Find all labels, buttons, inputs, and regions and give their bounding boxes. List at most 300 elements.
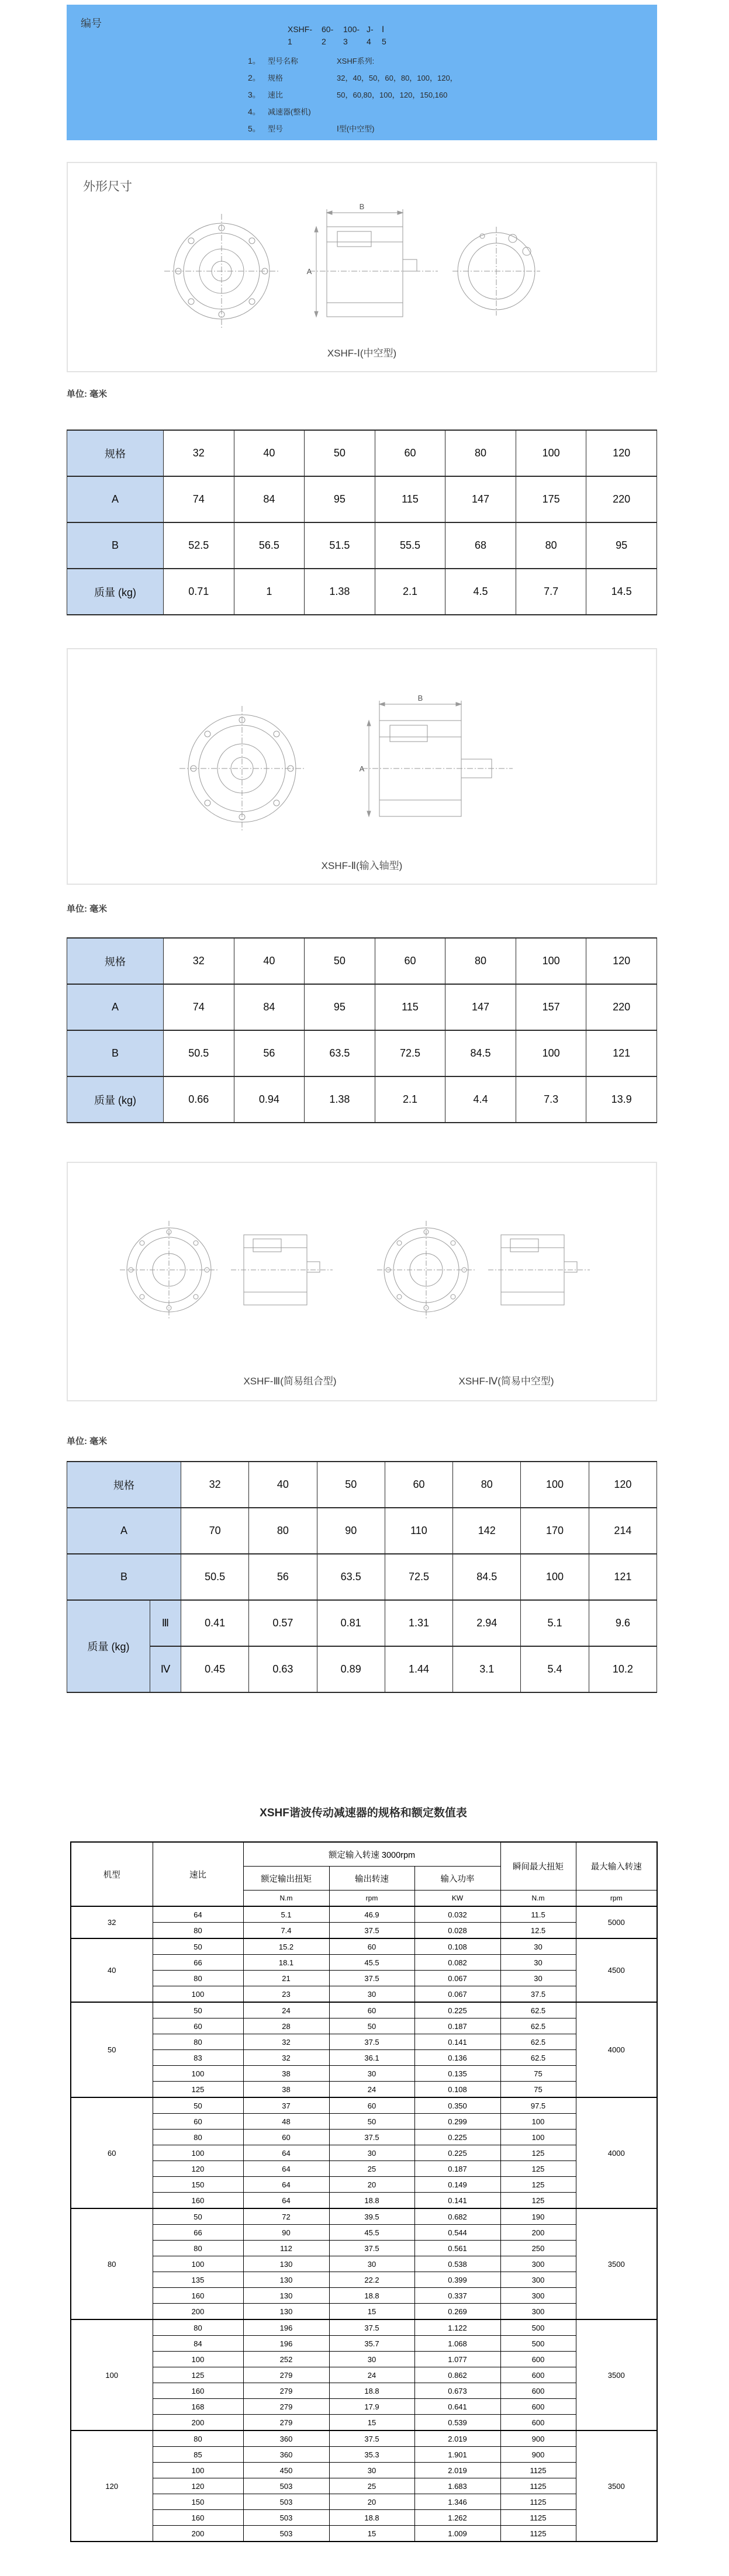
max-input-speed-cell: 4500 xyxy=(576,1938,657,2002)
value-cell: 14.5 xyxy=(586,569,657,615)
table-row xyxy=(71,2241,657,2256)
value-cell: 68 xyxy=(445,522,516,569)
torque-cell: 18.1 xyxy=(243,1955,329,1971)
max-torque-cell: 75 xyxy=(500,2082,576,2098)
power-cell: 0.028 xyxy=(414,1923,500,1939)
ratio-cell: 160 xyxy=(153,2288,243,2304)
value-cell: 0.81 xyxy=(317,1600,385,1646)
torque-cell: 130 xyxy=(243,2304,329,2320)
speed-cell: 46.9 xyxy=(329,1906,414,1923)
sub-row-label-cell: Ⅲ xyxy=(150,1600,181,1646)
speed-cell: 30 xyxy=(329,2066,414,2082)
table-row xyxy=(71,2447,657,2463)
model-code-panel xyxy=(67,5,657,140)
max-torque-cell: 1125 xyxy=(500,2478,576,2494)
column-header-cell: 60 xyxy=(385,1462,452,1508)
max-torque-cell: 30 xyxy=(500,1971,576,1986)
ratio-cell: 83 xyxy=(153,2050,243,2066)
power-cell: 1.683 xyxy=(414,2478,500,2494)
value-cell: 157 xyxy=(516,984,586,1030)
max-torque-cell: 200 xyxy=(500,2225,576,2241)
ratio-cell: 80 xyxy=(153,2319,243,2336)
ratio-cell: 100 xyxy=(153,2145,243,2161)
value-cell: 0.66 xyxy=(164,1076,234,1123)
table-row xyxy=(71,2383,657,2399)
table-row xyxy=(71,2256,657,2272)
code-part: 60- xyxy=(322,25,334,34)
value-cell: 100 xyxy=(521,1554,589,1600)
power-cell: 0.225 xyxy=(414,2002,500,2018)
model-cell: 50 xyxy=(71,2002,153,2097)
row-label-cell: B xyxy=(67,1030,164,1076)
power-cell: 0.149 xyxy=(414,2177,500,2193)
value-cell: 95 xyxy=(305,476,375,522)
code-index: 1 xyxy=(288,37,292,46)
ratio-cell: 200 xyxy=(153,2526,243,2542)
ratio-cell: 125 xyxy=(153,2367,243,2383)
value-cell: 51.5 xyxy=(305,522,375,569)
column-header-cell: 32 xyxy=(181,1462,249,1508)
model-code-line xyxy=(288,25,395,34)
power-cell: 0.136 xyxy=(414,2050,500,2066)
torque-cell: 23 xyxy=(243,1986,329,2003)
speed-cell: 35.3 xyxy=(329,2447,414,2463)
row-label-cell: 质量 (kg) xyxy=(67,1600,150,1692)
speed-cell: 45.5 xyxy=(329,2225,414,2241)
unit-label: 单位: 毫米 xyxy=(67,904,108,914)
model-cell: 120 xyxy=(71,2430,153,2542)
table-row xyxy=(71,2145,657,2161)
ratio-cell: 160 xyxy=(153,2193,243,2209)
ratio-cell: 80 xyxy=(153,1923,243,1939)
value-cell: 115 xyxy=(375,476,445,522)
speed-cell: 15 xyxy=(329,2415,414,2431)
ratio-cell: 80 xyxy=(153,2130,243,2145)
value-cell: 0.45 xyxy=(181,1646,249,1692)
dim-label-a: A xyxy=(359,764,365,773)
power-cell: 0.399 xyxy=(414,2272,500,2288)
value-cell: 55.5 xyxy=(375,522,445,569)
column-header-cell: 60 xyxy=(375,938,445,984)
table-row xyxy=(71,1923,657,1939)
ratio-cell: 80 xyxy=(153,2034,243,2050)
value-cell: 0.57 xyxy=(249,1600,317,1646)
table-row xyxy=(67,1030,657,1076)
table-row xyxy=(67,430,657,476)
max-torque-cell: 100 xyxy=(500,2130,576,2145)
legend-label: 型号 xyxy=(268,124,284,133)
value-cell: 0.94 xyxy=(234,1076,305,1123)
sub-row-label-cell: Ⅳ xyxy=(150,1646,181,1692)
value-cell: 63.5 xyxy=(305,1030,375,1076)
value-cell: 0.63 xyxy=(249,1646,317,1692)
speed-cell: 25 xyxy=(329,2161,414,2177)
speed-cell: 45.5 xyxy=(329,1955,414,1971)
table-row xyxy=(71,2463,657,2478)
ratio-cell: 60 xyxy=(153,2018,243,2034)
table-row xyxy=(67,1554,657,1600)
column-header-cell: 40 xyxy=(249,1462,317,1508)
max-torque-cell: 125 xyxy=(500,2193,576,2209)
speed-cell: 37.5 xyxy=(329,2319,414,2336)
ratio-cell: 200 xyxy=(153,2304,243,2320)
header-input-power: 输入功率 xyxy=(414,1867,500,1891)
value-cell: 56 xyxy=(234,1030,305,1076)
value-cell: 80 xyxy=(516,522,586,569)
value-cell: 56 xyxy=(249,1554,317,1600)
table-row xyxy=(71,2478,657,2494)
power-cell: 0.225 xyxy=(414,2145,500,2161)
power-cell: 0.135 xyxy=(414,2066,500,2082)
value-cell: 95 xyxy=(586,522,657,569)
table-row xyxy=(71,2415,657,2431)
power-cell: 0.141 xyxy=(414,2193,500,2209)
power-cell: 1.901 xyxy=(414,2447,500,2463)
table-row xyxy=(71,2066,657,2082)
header-rated-input-speed: 额定输入转速 3000rpm xyxy=(243,1842,500,1867)
torque-cell: 15.2 xyxy=(243,1938,329,1955)
max-torque-cell: 300 xyxy=(500,2304,576,2320)
value-cell: 63.5 xyxy=(317,1554,385,1600)
max-torque-cell: 62.5 xyxy=(500,2002,576,2018)
speed-cell: 50 xyxy=(329,2114,414,2130)
torque-cell: 60 xyxy=(243,2130,329,2145)
column-header-cell: 80 xyxy=(453,1462,521,1508)
value-cell: 3.1 xyxy=(453,1646,521,1692)
table-row xyxy=(67,522,657,569)
speed-cell: 60 xyxy=(329,2097,414,2114)
torque-cell: 64 xyxy=(243,2145,329,2161)
table-row xyxy=(71,1971,657,1986)
value-cell: 175 xyxy=(516,476,586,522)
max-torque-cell: 300 xyxy=(500,2288,576,2304)
legend-value: Ⅰ型(中空型) xyxy=(337,124,375,133)
header-max-torque: 瞬间最大扭矩 xyxy=(500,1842,576,1891)
value-cell: 50.5 xyxy=(164,1030,234,1076)
table-row xyxy=(71,2050,657,2066)
ratio-cell: 160 xyxy=(153,2510,243,2526)
power-cell: 1.262 xyxy=(414,2510,500,2526)
max-torque-cell: 1125 xyxy=(500,2494,576,2510)
table-row xyxy=(71,1906,657,1923)
ratio-cell: 150 xyxy=(153,2177,243,2193)
power-cell: 0.682 xyxy=(414,2208,500,2225)
column-header-cell: 40 xyxy=(234,430,305,476)
power-cell: 0.082 xyxy=(414,1955,500,1971)
speed-cell: 37.5 xyxy=(329,2241,414,2256)
power-cell: 0.187 xyxy=(414,2018,500,2034)
value-cell: 90 xyxy=(317,1508,385,1554)
torque-cell: 503 xyxy=(243,2510,329,2526)
value-cell: 72.5 xyxy=(375,1030,445,1076)
speed-cell: 18.8 xyxy=(329,2510,414,2526)
torque-cell: 196 xyxy=(243,2319,329,2336)
torque-cell: 279 xyxy=(243,2367,329,2383)
column-header-cell: 60 xyxy=(375,430,445,476)
max-torque-cell: 125 xyxy=(500,2161,576,2177)
technical-drawing-type3-4 xyxy=(87,1194,637,1369)
power-cell: 0.269 xyxy=(414,2304,500,2320)
value-cell: 10.2 xyxy=(589,1646,657,1692)
table-row xyxy=(71,2034,657,2050)
value-cell: 1.31 xyxy=(385,1600,452,1646)
value-cell: 13.9 xyxy=(586,1076,657,1123)
max-torque-cell: 500 xyxy=(500,2319,576,2336)
legend-num: 1。 xyxy=(248,56,261,65)
torque-cell: 196 xyxy=(243,2336,329,2352)
ratio-cell: 125 xyxy=(153,2082,243,2098)
value-cell: 70 xyxy=(181,1508,249,1554)
ratio-cell: 120 xyxy=(153,2161,243,2177)
speed-cell: 18.8 xyxy=(329,2193,414,2209)
power-cell: 2.019 xyxy=(414,2430,500,2447)
value-cell: 147 xyxy=(445,476,516,522)
drawing-caption: XSHF-Ⅳ(简易中空型) xyxy=(458,1376,554,1387)
value-cell: 0.41 xyxy=(181,1600,249,1646)
max-input-speed-cell: 3500 xyxy=(576,2319,657,2430)
table-row xyxy=(71,2430,657,2447)
torque-cell: 24 xyxy=(243,2002,329,2018)
ratio-cell: 50 xyxy=(153,1938,243,1955)
header-ratio: 速比 xyxy=(153,1842,243,1906)
max-torque-cell: 100 xyxy=(500,2114,576,2130)
value-cell: 220 xyxy=(586,984,657,1030)
max-torque-cell: 11.5 xyxy=(500,1906,576,1923)
table-row xyxy=(71,2272,657,2288)
torque-cell: 279 xyxy=(243,2415,329,2431)
max-torque-cell: 30 xyxy=(500,1955,576,1971)
row-label-cell: 质量 (kg) xyxy=(67,1076,164,1123)
power-cell: 0.187 xyxy=(414,2161,500,2177)
code-part: 100- xyxy=(343,25,360,34)
max-torque-cell: 600 xyxy=(500,2383,576,2399)
value-cell: 1.44 xyxy=(385,1646,452,1692)
row-label-cell: B xyxy=(67,522,164,569)
value-cell: 80 xyxy=(249,1508,317,1554)
row-label-cell: B xyxy=(67,1554,181,1600)
row-label-cell: A xyxy=(67,476,164,522)
max-torque-cell: 300 xyxy=(500,2272,576,2288)
max-torque-cell: 12.5 xyxy=(500,1923,576,1939)
header-max-input-speed: 最大输入转速 xyxy=(576,1842,657,1891)
dim-label-a: A xyxy=(306,267,312,276)
speed-cell: 30 xyxy=(329,2256,414,2272)
table-row xyxy=(67,1508,657,1554)
legend-num: 4。 xyxy=(248,107,261,116)
max-torque-cell: 600 xyxy=(500,2352,576,2367)
ratio-cell: 168 xyxy=(153,2399,243,2415)
power-cell: 2.019 xyxy=(414,2463,500,2478)
value-cell: 1 xyxy=(234,569,305,615)
code-index: 5 xyxy=(382,37,386,46)
value-cell: 56.5 xyxy=(234,522,305,569)
table-row xyxy=(67,1076,657,1123)
table-row xyxy=(67,1646,657,1692)
torque-cell: 360 xyxy=(243,2447,329,2463)
unit-label: 单位: 毫米 xyxy=(67,1436,108,1446)
torque-cell: 32 xyxy=(243,2050,329,2066)
row-label-cell: A xyxy=(67,1508,181,1554)
panel-title: 编号 xyxy=(81,18,102,29)
table-row xyxy=(67,984,657,1030)
value-cell: 7.3 xyxy=(516,1076,586,1123)
table-row xyxy=(71,2177,657,2193)
max-torque-cell: 900 xyxy=(500,2447,576,2463)
table-row xyxy=(71,2208,657,2225)
page-content xyxy=(67,5,657,2542)
table-row xyxy=(67,1600,657,1646)
torque-cell: 112 xyxy=(243,2241,329,2256)
speed-cell: 37.5 xyxy=(329,2130,414,2145)
column-header-cell: 120 xyxy=(586,430,657,476)
header-model: 机型 xyxy=(71,1842,153,1906)
max-input-speed-cell: 5000 xyxy=(576,1906,657,1938)
dimension-table-type1 xyxy=(67,430,657,615)
max-torque-cell: 190 xyxy=(500,2208,576,2225)
power-cell: 0.067 xyxy=(414,1971,500,1986)
code-part: Ⅰ xyxy=(382,25,385,34)
torque-cell: 252 xyxy=(243,2352,329,2367)
dimension-table-type3-4 xyxy=(67,1461,657,1693)
value-cell: 84 xyxy=(234,476,305,522)
ratio-cell: 160 xyxy=(153,2383,243,2399)
power-cell: 0.544 xyxy=(414,2225,500,2241)
column-header-cell: 50 xyxy=(317,1462,385,1508)
column-header-cell: 50 xyxy=(305,430,375,476)
power-cell: 0.299 xyxy=(414,2114,500,2130)
torque-cell: 360 xyxy=(243,2430,329,2447)
torque-cell: 130 xyxy=(243,2256,329,2272)
power-cell: 0.337 xyxy=(414,2288,500,2304)
max-torque-cell: 125 xyxy=(500,2177,576,2193)
speed-cell: 30 xyxy=(329,2352,414,2367)
column-header-cell: 120 xyxy=(589,1462,657,1508)
ratio-cell: 80 xyxy=(153,1971,243,1986)
power-cell: 0.067 xyxy=(414,1986,500,2003)
torque-cell: 38 xyxy=(243,2082,329,2098)
max-torque-cell: 600 xyxy=(500,2415,576,2431)
ratio-cell: 80 xyxy=(153,2430,243,2447)
power-cell: 1.068 xyxy=(414,2336,500,2352)
model-cell: 80 xyxy=(71,2208,153,2319)
value-cell: 170 xyxy=(521,1508,589,1554)
max-torque-cell: 1125 xyxy=(500,2463,576,2478)
torque-cell: 90 xyxy=(243,2225,329,2241)
table-row xyxy=(67,476,657,522)
value-cell: 100 xyxy=(516,1030,586,1076)
code-index: 2 xyxy=(322,37,326,46)
row-label-cell: A xyxy=(67,984,164,1030)
value-cell: 5.1 xyxy=(521,1600,589,1646)
max-torque-cell: 125 xyxy=(500,2145,576,2161)
torque-cell: 279 xyxy=(243,2383,329,2399)
value-cell: 0.71 xyxy=(164,569,234,615)
row-label-cell: 规格 xyxy=(67,430,164,476)
max-torque-cell: 1125 xyxy=(500,2510,576,2526)
max-input-speed-cell: 3500 xyxy=(576,2430,657,2542)
table-row xyxy=(71,2494,657,2510)
value-cell: 110 xyxy=(385,1508,452,1554)
dimension-table-type2 xyxy=(67,937,657,1123)
legend-num: 5。 xyxy=(248,124,261,133)
code-part: XSHF- xyxy=(288,25,312,34)
table-row xyxy=(71,2352,657,2367)
model-code-index-line xyxy=(288,37,395,46)
power-cell: 0.673 xyxy=(414,2383,500,2399)
table-row xyxy=(71,2526,657,2542)
max-torque-cell: 62.5 xyxy=(500,2034,576,2050)
legend-label: 型号名称 xyxy=(268,57,299,65)
unit-cell: rpm xyxy=(329,1891,414,1907)
table-row xyxy=(71,2304,657,2320)
legend-value: XSHF系列: xyxy=(337,57,375,65)
section-title: 外形尺寸 xyxy=(83,180,132,193)
speed-cell: 18.8 xyxy=(329,2383,414,2399)
power-cell: 0.141 xyxy=(414,2034,500,2050)
max-torque-cell: 600 xyxy=(500,2367,576,2383)
torque-cell: 64 xyxy=(243,2161,329,2177)
value-cell: 84.5 xyxy=(445,1030,516,1076)
ratio-cell: 50 xyxy=(153,2002,243,2018)
ratio-cell: 150 xyxy=(153,2494,243,2510)
power-cell: 0.641 xyxy=(414,2399,500,2415)
ratio-cell: 100 xyxy=(153,2352,243,2367)
legend-value: 32，40，50，60，80，100，120， xyxy=(337,74,458,82)
ratio-cell: 64 xyxy=(153,1906,243,1923)
value-cell: 84 xyxy=(234,984,305,1030)
ratio-cell: 80 xyxy=(153,2241,243,2256)
column-header-cell: 32 xyxy=(164,938,234,984)
power-cell: 0.108 xyxy=(414,2082,500,2098)
legend-item xyxy=(248,123,458,140)
model-cell: 32 xyxy=(71,1906,153,1938)
table-row xyxy=(71,1842,657,1867)
legend-num: 3。 xyxy=(248,90,261,99)
power-cell: 0.561 xyxy=(414,2241,500,2256)
speed-cell: 60 xyxy=(329,1938,414,1955)
technical-drawing-type2 xyxy=(134,676,590,857)
unit-cell: KW xyxy=(414,1891,500,1907)
legend-value: 50，60,80，100，120，150,160 xyxy=(337,91,448,99)
speed-cell: 37.5 xyxy=(329,2430,414,2447)
ratio-cell: 100 xyxy=(153,2463,243,2478)
speed-cell: 24 xyxy=(329,2367,414,2383)
table-row xyxy=(71,2097,657,2114)
ratio-cell: 200 xyxy=(153,2415,243,2431)
table-row xyxy=(71,2367,657,2383)
row-label-cell: 质量 (kg) xyxy=(67,569,164,615)
value-cell: 2.1 xyxy=(375,569,445,615)
speed-cell: 30 xyxy=(329,1986,414,2003)
legend-num: 2。 xyxy=(248,73,261,82)
legend-label: 规格 xyxy=(268,74,284,82)
legend-label: 速比 xyxy=(268,91,284,99)
table-row xyxy=(71,2193,657,2209)
speed-cell: 22.2 xyxy=(329,2272,414,2288)
value-cell: 74 xyxy=(164,984,234,1030)
drawing-caption: XSHF-Ⅲ(简易组合型) xyxy=(243,1376,337,1387)
value-cell: 7.7 xyxy=(516,569,586,615)
table-row xyxy=(67,938,657,984)
value-cell: 9.6 xyxy=(589,1600,657,1646)
power-cell: 0.350 xyxy=(414,2097,500,2114)
torque-cell: 503 xyxy=(243,2494,329,2510)
torque-cell: 64 xyxy=(243,2177,329,2193)
torque-cell: 450 xyxy=(243,2463,329,2478)
max-input-speed-cell: 4000 xyxy=(576,2097,657,2208)
value-cell: 0.89 xyxy=(317,1646,385,1692)
table-row xyxy=(71,2114,657,2130)
